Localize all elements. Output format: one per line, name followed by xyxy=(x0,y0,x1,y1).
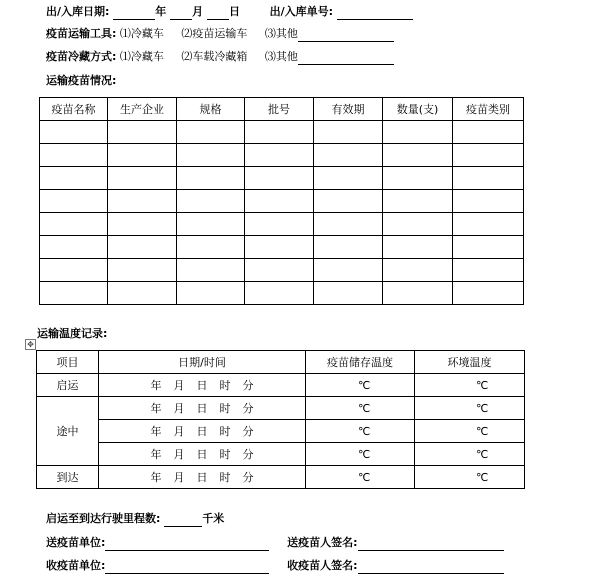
col-item: 项目 xyxy=(37,351,99,374)
date-part-label: 分 xyxy=(242,471,254,484)
date-part-label: 年 xyxy=(150,425,162,438)
stage-midway: 途中 xyxy=(37,397,99,466)
arrive-storage-temp[interactable] xyxy=(306,466,415,489)
midway-storage-temp-2[interactable] xyxy=(306,420,415,443)
vaccine-table-cell[interactable] xyxy=(314,236,383,259)
vaccine-table-row xyxy=(40,190,524,213)
vaccine-table-cell[interactable] xyxy=(245,121,314,144)
date-part-label: 日 xyxy=(196,402,208,415)
date-part-label: 月 xyxy=(173,402,185,415)
midway-datetime-1[interactable] xyxy=(99,397,306,420)
vaccine-table-row xyxy=(40,236,524,259)
date-part-label: 日 xyxy=(196,379,208,392)
cold-method-label: 疫苗冷藏方式: xyxy=(46,50,117,63)
vaccine-table-cell[interactable] xyxy=(40,213,108,236)
year-field[interactable] xyxy=(113,7,155,20)
celsius-unit: ℃ xyxy=(358,424,371,438)
date-part-label: 月 xyxy=(173,425,185,438)
vaccine-table-cell[interactable] xyxy=(40,236,108,259)
date-part-label: 月 xyxy=(173,379,185,392)
vaccine-table-header xyxy=(40,98,524,121)
vaccine-section-title: 运输疫苗情况: xyxy=(46,74,117,87)
transport-other-field[interactable] xyxy=(298,29,394,42)
sender-unit-label: 送疫苗单位: xyxy=(46,536,106,549)
date-part-label: 时 xyxy=(219,379,231,392)
vaccine-table-cell[interactable] xyxy=(108,190,177,213)
vaccine-table-row xyxy=(40,121,524,144)
vaccine-table-cell[interactable] xyxy=(177,121,245,144)
vaccine-table-cell[interactable] xyxy=(108,236,177,259)
vaccine-table-cell[interactable] xyxy=(453,259,524,282)
date-part-label: 时 xyxy=(219,402,231,415)
vaccine-table-cell[interactable] xyxy=(108,259,177,282)
mileage-label: 启运至到达行驶里程数: xyxy=(46,512,161,525)
vaccine-table-cell[interactable] xyxy=(453,121,524,144)
vaccine-table-cell[interactable] xyxy=(40,167,108,190)
day-field[interactable] xyxy=(207,7,229,20)
vaccine-table-cell[interactable] xyxy=(177,236,245,259)
col-datetime: 日期/时间 xyxy=(99,351,306,374)
midway-env-temp-1[interactable] xyxy=(415,397,525,420)
cold-other-field[interactable] xyxy=(298,52,394,65)
day-text: 日 xyxy=(228,5,240,18)
vaccine-table-cell[interactable] xyxy=(383,167,453,190)
vaccine-table-cell[interactable] xyxy=(108,213,177,236)
sender-unit-field[interactable] xyxy=(105,538,269,551)
vaccine-table-cell[interactable] xyxy=(453,282,524,305)
vaccine-table-cell[interactable] xyxy=(40,190,108,213)
date-part-label: 年 xyxy=(150,402,162,415)
vaccine-table-cell[interactable] xyxy=(177,213,245,236)
start-storage-temp[interactable] xyxy=(306,374,415,397)
vaccine-table-cell[interactable] xyxy=(245,213,314,236)
vaccine-table-cell[interactable] xyxy=(383,282,453,305)
date-part-label: 时 xyxy=(219,471,231,484)
celsius-unit: ℃ xyxy=(358,447,371,461)
sender-line xyxy=(46,535,504,551)
celsius-unit: ℃ xyxy=(476,447,489,461)
mileage-unit: 千米 xyxy=(202,512,225,525)
col-storage-temp: 疫苗储存温度 xyxy=(306,351,415,374)
vaccine-table xyxy=(39,97,524,305)
date-line xyxy=(46,4,413,20)
col-quantity: 数量(支) xyxy=(383,98,453,121)
vaccine-table-cell[interactable] xyxy=(245,167,314,190)
celsius-unit: ℃ xyxy=(358,470,371,484)
vaccine-table-cell[interactable] xyxy=(40,144,108,167)
celsius-unit: ℃ xyxy=(476,470,489,484)
vaccine-table-cell[interactable] xyxy=(40,121,108,144)
transport-tool-line xyxy=(46,26,394,42)
mileage-line xyxy=(46,511,224,527)
vaccine-table-cell[interactable] xyxy=(314,259,383,282)
vaccine-table-cell[interactable] xyxy=(314,121,383,144)
celsius-unit: ℃ xyxy=(476,424,489,438)
vaccine-table-cell[interactable] xyxy=(314,213,383,236)
temp-row-arrive xyxy=(37,466,525,489)
vaccine-table-cell[interactable] xyxy=(177,167,245,190)
arrive-env-temp[interactable] xyxy=(415,466,525,489)
year-text: 年 xyxy=(155,5,167,18)
vaccine-table-cell[interactable] xyxy=(108,144,177,167)
vaccine-table-cell[interactable] xyxy=(245,190,314,213)
date-part-label: 年 xyxy=(150,471,162,484)
vaccine-table-cell[interactable] xyxy=(108,121,177,144)
receiver-unit-label: 收疫苗单位: xyxy=(46,559,106,572)
midway-env-temp-3[interactable] xyxy=(415,443,525,466)
transport-option-3: ⑶其他 xyxy=(264,27,298,40)
transport-option-1: ⑴冷藏车 xyxy=(119,27,164,40)
vaccine-table-cell[interactable] xyxy=(177,282,245,305)
cold-method-line xyxy=(46,49,394,65)
vaccine-table-cell[interactable] xyxy=(453,167,524,190)
vaccine-table-cell[interactable] xyxy=(383,236,453,259)
vaccine-table-cell[interactable] xyxy=(245,282,314,305)
vaccine-table-row xyxy=(40,167,524,190)
midway-datetime-3[interactable] xyxy=(99,443,306,466)
vaccine-table-cell[interactable] xyxy=(383,190,453,213)
date-part-label: 月 xyxy=(173,448,185,461)
celsius-unit: ℃ xyxy=(358,378,371,392)
vaccine-table-cell[interactable] xyxy=(453,190,524,213)
vaccine-table-cell[interactable] xyxy=(314,167,383,190)
cold-option-1: ⑴冷藏车 xyxy=(119,50,164,63)
transport-tool-label: 疫苗运输工具: xyxy=(46,27,117,40)
arrive-datetime[interactable] xyxy=(99,466,306,489)
vaccine-table-row xyxy=(40,282,524,305)
vaccine-table-row xyxy=(40,144,524,167)
temp-row-start xyxy=(37,374,525,397)
stage-start: 启运 xyxy=(37,374,99,397)
sender-sign-label: 送疫苗人签名: xyxy=(287,536,358,549)
vaccine-table-cell[interactable] xyxy=(108,282,177,305)
month-field[interactable] xyxy=(170,7,192,20)
vaccine-table-cell[interactable] xyxy=(40,282,108,305)
date-part-label: 日 xyxy=(196,425,208,438)
vaccine-table-row xyxy=(40,259,524,282)
col-env-temp: 环境温度 xyxy=(415,351,525,374)
col-batch: 批号 xyxy=(245,98,314,121)
temp-table-header xyxy=(37,351,525,374)
date-part-label: 分 xyxy=(242,425,254,438)
date-part-label: 月 xyxy=(173,471,185,484)
date-part-label: 年 xyxy=(150,448,162,461)
temp-row-midway-3 xyxy=(37,443,525,466)
vaccine-table-cell[interactable] xyxy=(245,144,314,167)
vaccine-table-cell[interactable] xyxy=(453,213,524,236)
date-part-label: 时 xyxy=(219,448,231,461)
vaccine-table-cell[interactable] xyxy=(453,236,524,259)
celsius-unit: ℃ xyxy=(358,401,371,415)
month-text: 月 xyxy=(192,5,204,18)
midway-storage-temp-1[interactable] xyxy=(306,397,415,420)
date-part-label: 分 xyxy=(242,379,254,392)
date-part-label: 分 xyxy=(242,448,254,461)
date-part-label: 日 xyxy=(196,471,208,484)
order-field[interactable] xyxy=(337,7,413,20)
vaccine-table-cell[interactable] xyxy=(40,259,108,282)
midway-storage-temp-3[interactable] xyxy=(306,443,415,466)
midway-datetime-2[interactable] xyxy=(99,420,306,443)
temp-row-midway-1 xyxy=(37,397,525,420)
vaccine-table-cell[interactable] xyxy=(314,190,383,213)
vaccine-table-cell[interactable] xyxy=(314,144,383,167)
celsius-unit: ℃ xyxy=(476,378,489,392)
date-part-label: 分 xyxy=(242,402,254,415)
vaccine-table-cell[interactable] xyxy=(383,213,453,236)
vaccine-table-row xyxy=(40,213,524,236)
date-label: 出/入库日期: xyxy=(46,5,110,18)
date-part-label: 日 xyxy=(196,448,208,461)
stage-arrive: 到达 xyxy=(37,466,99,489)
vaccine-table-cell[interactable] xyxy=(177,190,245,213)
vaccine-table-cell[interactable] xyxy=(383,121,453,144)
table-move-handle-icon[interactable]: ✥ xyxy=(25,339,36,350)
vaccine-table-cell[interactable] xyxy=(245,236,314,259)
vaccine-table-cell[interactable] xyxy=(453,144,524,167)
celsius-unit: ℃ xyxy=(476,401,489,415)
start-datetime[interactable] xyxy=(99,374,306,397)
midway-env-temp-2[interactable] xyxy=(415,420,525,443)
vaccine-table-cell[interactable] xyxy=(177,259,245,282)
vaccine-table-cell[interactable] xyxy=(177,144,245,167)
mileage-field[interactable] xyxy=(164,514,202,527)
vaccine-table-cell[interactable] xyxy=(314,282,383,305)
date-part-label: 年 xyxy=(150,379,162,392)
sender-sign-field[interactable] xyxy=(358,538,504,551)
transport-option-2: ⑵疫苗运输车 xyxy=(181,27,248,40)
vaccine-table-cell[interactable] xyxy=(383,144,453,167)
cold-option-2: ⑵车载冷藏箱 xyxy=(181,50,248,63)
col-category: 疫苗类别 xyxy=(453,98,524,121)
col-manufacturer: 生产企业 xyxy=(108,98,177,121)
vaccine-table-cell[interactable] xyxy=(383,259,453,282)
cold-option-3: ⑶其他 xyxy=(264,50,298,63)
temp-row-midway-2 xyxy=(37,420,525,443)
receiver-unit-field[interactable] xyxy=(105,561,269,574)
col-spec: 规格 xyxy=(177,98,245,121)
temperature-table xyxy=(36,350,525,489)
vaccine-table-cell[interactable] xyxy=(108,167,177,190)
vaccine-table-cell[interactable] xyxy=(245,259,314,282)
order-label: 出/入库单号: xyxy=(269,5,334,18)
temp-section-title: 运输温度记录: xyxy=(37,327,108,340)
receiver-sign-field[interactable] xyxy=(358,561,504,574)
date-part-label: 时 xyxy=(219,425,231,438)
col-expiry: 有效期 xyxy=(314,98,383,121)
start-env-temp[interactable] xyxy=(415,374,525,397)
receiver-sign-label: 收疫苗人签名: xyxy=(287,559,358,572)
col-vaccine-name: 疫苗名称 xyxy=(40,98,108,121)
receiver-line xyxy=(46,558,504,574)
